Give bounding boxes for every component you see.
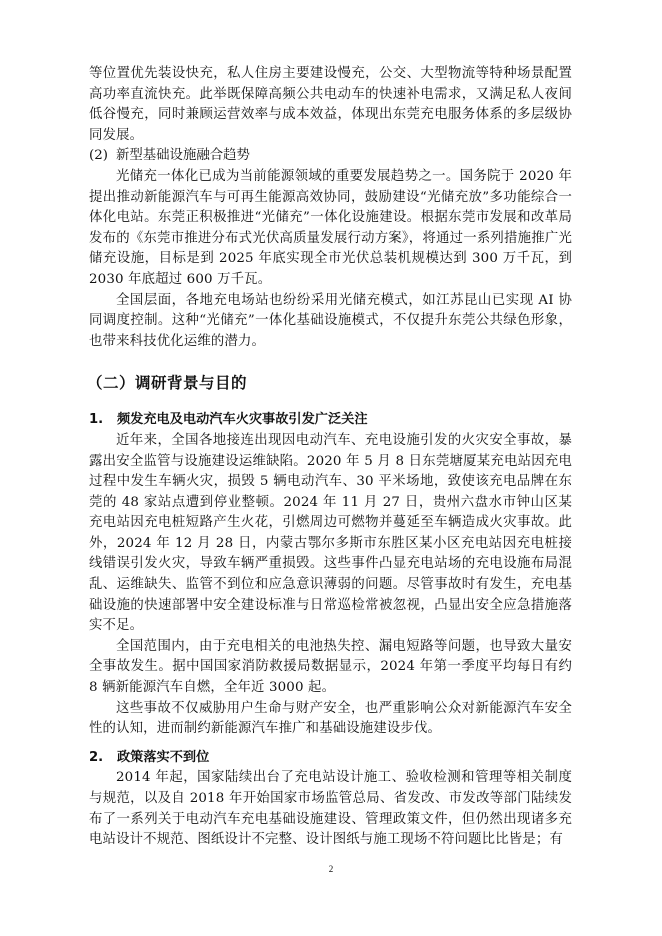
page-number: 2 — [328, 864, 334, 874]
subsection-heading — [89, 146, 572, 167]
document-body — [89, 64, 572, 851]
section-title: （二）调研背景与目的 — [87, 374, 248, 393]
heading-number: 1. — [89, 412, 104, 428]
heading-number: 2. — [89, 749, 104, 765]
subsection-number: (2) — [89, 148, 108, 164]
paragraph-solar-2: 全国层面，各地充电场站也纷纷采用光储充模式，如江苏昆山已实现 AI 协同调度控制。这种“光储充”一体化基础设施模式，不仅提升东莞公共绿色形象，也带来科技优化运维的潜力。 — [89, 292, 572, 349]
heading-title: 政策落实不到位 — [117, 749, 210, 765]
paragraph-fire-1: 近年来，全国各地接连出现因电动汽车、充电设施引发的火灾安全事故，暴露出安全监管与设施建设运维缺陷。2020 年 5 月 8 日东莞塘厦某充电站因充电过程中发生车辆火灾，损毁 5 辆电动汽车、30 平米场地，致使该充电品牌在东莞的 48 家站点遭到停业整顿。2024 年 11 月 27 日，贵州六盘水市钟山区某充电站因充电桩短路产生火花，引燃周边可燃物并蔓延至车辆造成火灾事故。此外，2024 年 12 月 28 日，内蒙古鄂尔多斯市东胜区某小区充电站因充电桩接线错误引发火灾，导致车辆严重损毁。这些事件凸显充电站场的充电设施布局混乱、运维缺失、监管不到位和应急意识薄弱的问题。尽管事故时有发生，充电基础设施的快速部署中安全建设标准与日常巡检常被忽视，凸显出安全应急措施落实不足。 — [89, 432, 572, 634]
paragraph-intro: 等位置优先装设快充，私人住房主要建设慢充，公交、大型物流等特种场景配置高功率直流快充。此举既保障高频公共电动车的快速补电需求，又满足私人夜间低谷慢充，同时兼顾运营效率与成本效益，体现出东莞充电服务体系的多层级协同发展。 — [89, 66, 572, 143]
heading-policy — [89, 748, 572, 769]
heading-fire-accidents — [89, 410, 572, 431]
paragraph-fire-3: 这些事故不仅威胁用户生命与财产安全，也严重影响公众对新能源汽车安全性的认知，进而制约新能源汽车推广和基础设施建设步伐。 — [89, 700, 572, 737]
heading-title: 频发充电及电动汽车火灾事故引发广泛关注 — [117, 412, 368, 428]
subsection-title: 新型基础设施融合趋势 — [116, 148, 250, 164]
paragraph-fire-2: 全国范围内，由于充电相关的电池热失控、漏电短路等问题，也导致大量安全事故发生。据中国国家消防救援局数据显示，2024 年第一季度平均每日有约 8 辆新能源汽车自燃，全年近 3000 起。 — [89, 638, 572, 696]
paragraph-solar-1: 光储充一体化已成为当前能源领域的重要发展趋势之一。国务院于 2020 年提出推动新能源汽车与可再生能源高效协同，鼓励建设“光储充放”多功能综合一体化电站。东莞正积极推进“光储充”一体化设施建设。根据东莞市发展和改革局发布的《东莞市推进分布式光伏高质量发展行动方案》，将通过一系列措施推广光储充设施，目标是到 2025 年底实现全市光伏总装机规模达到 300 万千瓦，到 2030 年底超过 600 万千瓦。 — [89, 168, 572, 287]
paragraph-policy: 2014 年起，国家陆续出台了充电站设计施工、验收检测和管理等相关制度与规范，以及自 2018 年开始国家市场监管总局、省发改、市发改等部门陆续发布了一系列关于电动汽车充电基础设施建设、管理政策文件，但仍然出现诸多充电站设计不规范、图纸设计不完整、设计图纸与施工现场不符问题比比皆是；有 — [89, 770, 572, 848]
